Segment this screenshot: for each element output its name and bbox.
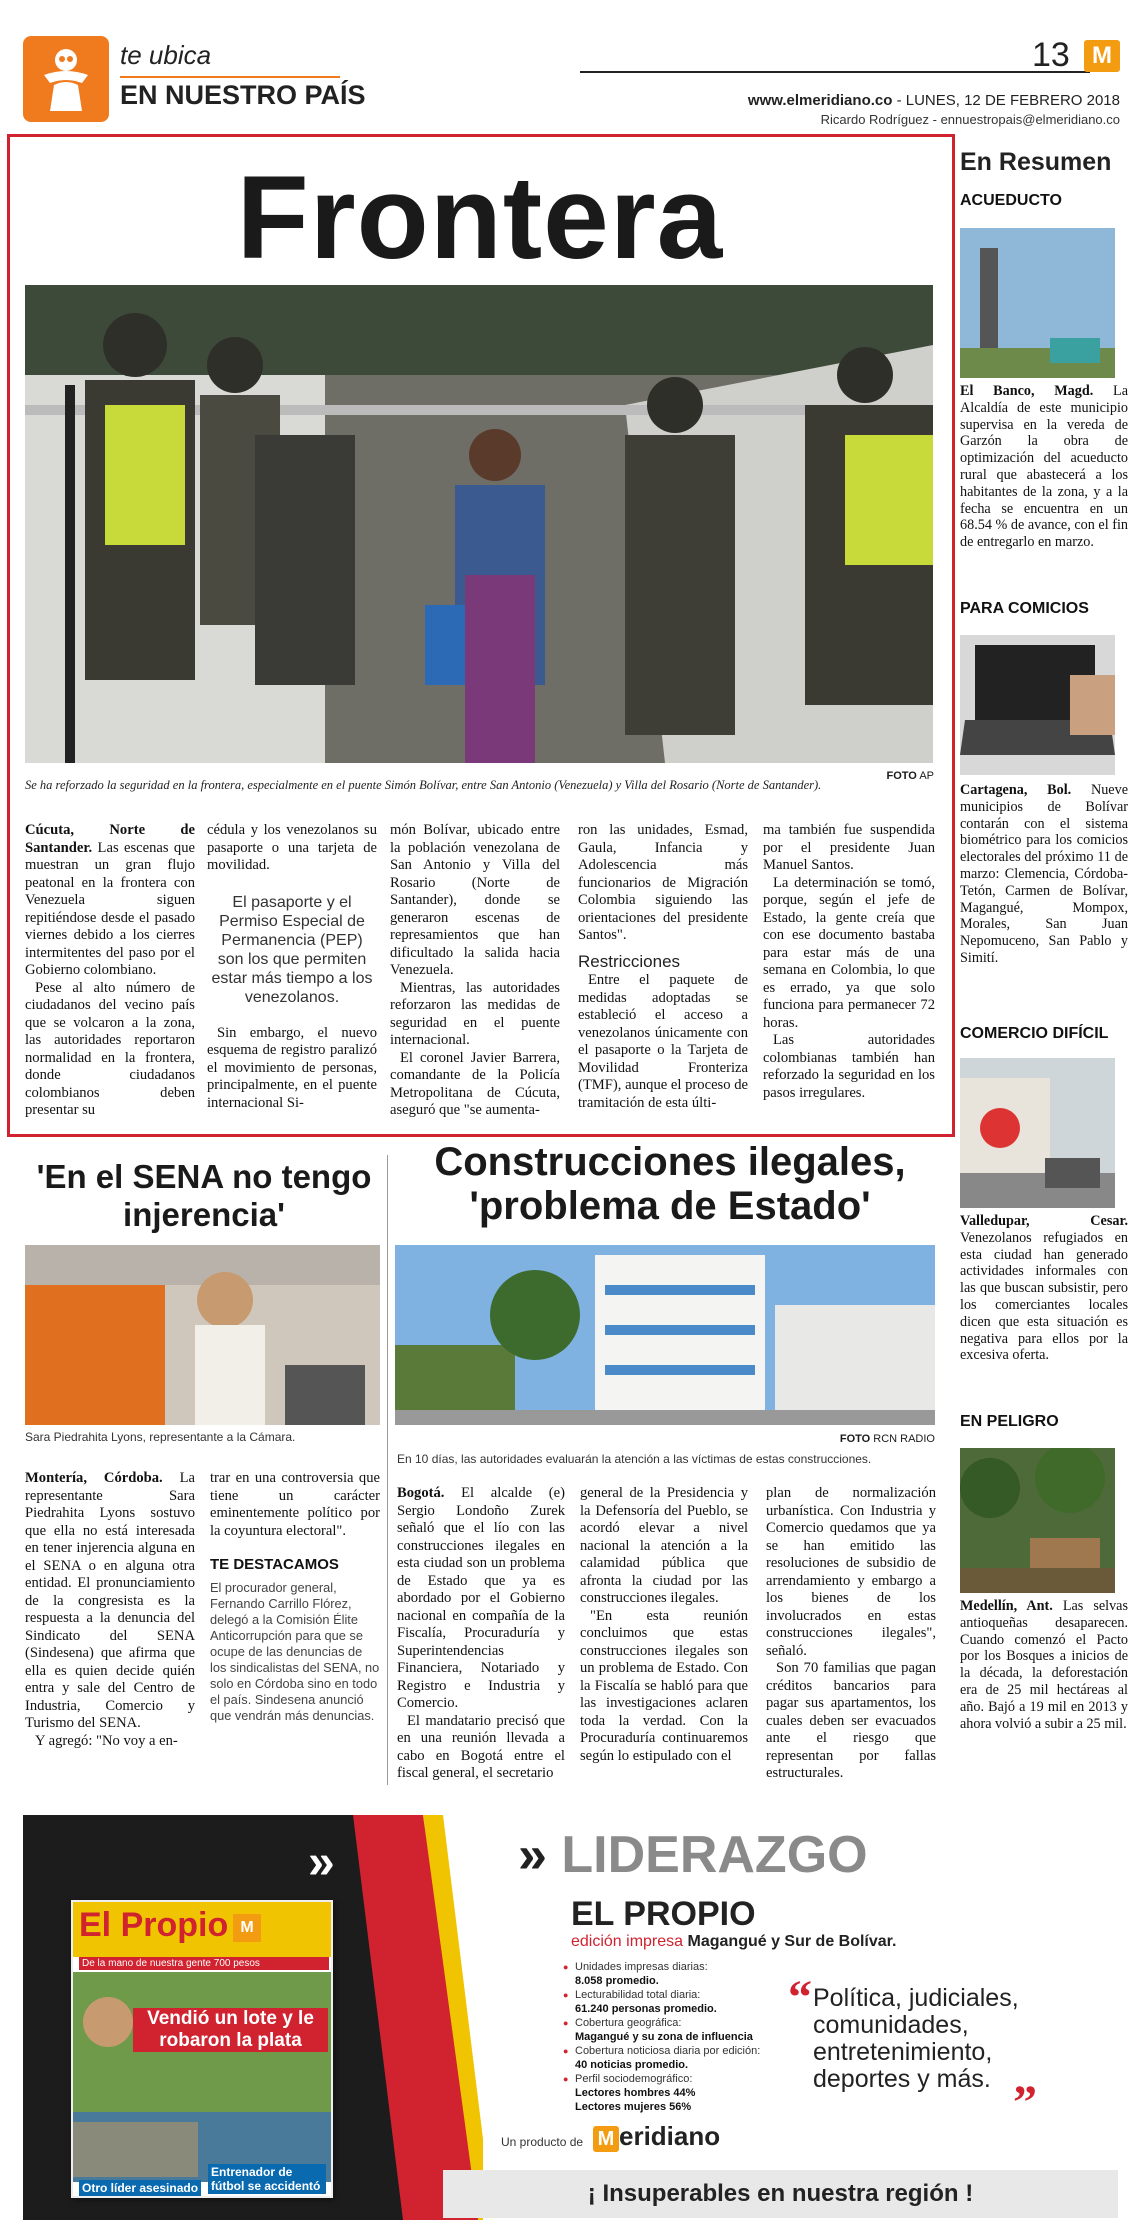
building-photo xyxy=(395,1245,935,1425)
brand-logo: M xyxy=(1084,40,1120,72)
article-column-2: cédula y los venezolanos su pasaporte o una tarjeta de movilidad. El pasaporte y el Permiso Especial de Permanencia (PEP) son los que permiten estar más tiempo a los venezolanos. Sin embargo, el nuevo esquema de registro paralizó el movimiento de personas, principalmente, en el puente internacional Si- xyxy=(207,822,377,1111)
sidebar-head-peligro: EN PELIGRO xyxy=(960,1413,1059,1430)
sidebar-photo-comercio xyxy=(960,1058,1115,1208)
highlight-heading: TE DESTACAMOS xyxy=(210,1556,339,1573)
quote-open-icon: “ xyxy=(788,1971,812,2024)
construcciones-column-2: general de la Presidencia y la Defensoría del Pueblo, se acordó elevar a nivel nacional la atención a la calamidad pública que afronta la ciudad por las construcciones ilegales. "En esta reunión concluimos que estas construcciones ilegales son un problema de Estado. Con la Fiscalía se habló para que las investigaciones aclaren toda la verdad. Con la Procuraduría continuaremos según lo estipulado con el xyxy=(580,1485,748,1764)
stat-item: ● Unidades impresas diarias: 8.058 promedio. xyxy=(563,1960,783,1988)
ad-stats-list xyxy=(563,1960,783,2114)
advertisement[interactable] xyxy=(23,1815,1118,2220)
construcciones-column-3: plan de normalización urbanística. Con Industria y Comercio quedamos que ya se han emitido las resoluciones de subsidio de arrendamiento y embargo a los bienes de los involucrados en estas construcciones ilegales", señaló. Son 70 familias que pagan créditos bancarios para pagar sus apartamentos, los cuales deben ser evacuados ante el riesgo que representan por fallas estructurales. xyxy=(766,1485,936,1781)
stat-item: ● Cobertura noticiosa diaria por edición: 40 noticias promedio. xyxy=(563,2044,783,2072)
ad-title: » LIDERAZGO xyxy=(518,1826,868,1884)
cover-headline: Vendió un lote y le robaron la plata xyxy=(133,2008,328,2052)
cover-name: El Propio xyxy=(79,1906,229,1944)
construcciones-caption: En 10 días, las autoridades evaluarán la atención a las víctimas de estas construcciones. xyxy=(397,1452,872,1466)
water-tower-illustration xyxy=(960,228,1115,378)
header-dateline xyxy=(620,92,1120,109)
column-divider xyxy=(387,1155,388,1785)
laptop-illustration xyxy=(960,635,1115,775)
sidebar-photo-comicios xyxy=(960,635,1115,775)
photo-credit: FOTO AP xyxy=(886,770,934,782)
street-illustration xyxy=(960,1058,1115,1208)
kicker-underline xyxy=(120,76,340,78)
sidebar-text-acueducto: El Banco, Magd. La Alcaldía de este municipio supervisa en la vereda de Garzón la obra de optimización del acueducto rural que abastecerá a los habitantes de la zona, y a la fecha se encuentra en un 68.54 % de avance, con el fin de entregarlo en marzo. xyxy=(960,383,1128,551)
sidebar-head-acueducto: ACUEDUCTO xyxy=(960,192,1062,209)
sidebar-head-comicios: PARA COMICIOS xyxy=(960,600,1089,617)
article-column-5: ma también fue suspendida por el presidente Juan Manuel Santos. La determinación se tomó, porque, según el jefe de Estado, la gente creía que con ese documento bastaba para estar más de una semana en Colombia, lo que es errado, ya que solo funciona para permanecer 72 horas. Las autoridades colombianas también han reforzado la seguridad en los pasos irregulares. xyxy=(763,822,935,1101)
issue-date: - LUNES, 12 DE FEBRERO 2018 xyxy=(892,92,1120,109)
meridiano-logo[interactable]: M eridiano xyxy=(593,2121,720,2152)
pull-quote: El pasaporte y el Permiso Especial de Permanencia (PEP) son los que permiten estar más tiempo a los venezolanos. xyxy=(211,893,373,1006)
section-logo xyxy=(23,36,109,122)
ad-quote: Política, judiciales, comunidades, entretenimiento, deportes y más. xyxy=(813,1984,1019,2093)
sena-photo xyxy=(25,1245,380,1425)
chevron-icon: » xyxy=(308,1836,335,1889)
cover-tagline: De la mano de nuestra gente 700 pesos xyxy=(79,1957,329,1970)
subheading: Restricciones xyxy=(578,951,681,971)
highlight-text: El procurador general, Fernando Carrillo Flórez, delegó a la Comisión Élite Anticorrupción para que se ocupe de las denuncias de los sindicalistas del SENA, no solo en Córdoba sino en todo el país. Sindesena anunció que vendrán más denuncias. xyxy=(210,1579,380,1723)
photo-caption: Se ha reforzado la seguridad en la frontera, especialmente en el puente Simón Bolívar, entre San Antonio (Venezuela) y Villa del Rosario (Norte de Santander). xyxy=(25,778,822,792)
stat-item: ● Lecturabilidad total diaria: 61.240 personas promedio. xyxy=(563,1988,783,2016)
photo-illustration xyxy=(25,285,933,763)
quote-close-icon: ” xyxy=(1013,2076,1037,2129)
photo-credit: FOTO RCN RADIO xyxy=(839,1433,935,1445)
ad-edition: edición impresa Magangué y Sur de Bolívar. xyxy=(571,1933,897,1950)
main-headline: Frontera xyxy=(236,152,724,284)
building-illustration xyxy=(395,1245,935,1425)
sidebar-text-comercio: Valledupar, Cesar. Venezolanos refugiados en esta ciudad han generado actividades informales con las que buscan subsistir, pero los comerciantes locales dicen que esta situación es negativa para ellos por la excesiva oferta. xyxy=(960,1213,1128,1364)
cover-story-1: Otro líder asesinado xyxy=(79,2180,201,2196)
sidebar-photo-acueducto xyxy=(960,228,1115,378)
dateline: Cúcuta, Norte de Santander. xyxy=(25,822,195,856)
construcciones-column-1: Bogotá. El alcalde (e) Sergio Londoño Zurek señaló que el lío con las construcciones ilegales en esta ciudad son un problema de Estado que ya es abordado por el Gobierno nacional en compañía de la Fiscalía, Procuraduría y Superintendencias Financiera, Notariado y Registro e Industria y Comercio. El mandatario precisó que en una reunión llevada a cabo en Bogotá entre el fiscal general, el secretario xyxy=(397,1485,565,1781)
ad-product-of: Un producto de xyxy=(501,2135,584,2149)
sidebar-head-comercio: COMERCIO DIFÍCIL xyxy=(960,1025,1109,1042)
sena-caption: Sara Piedrahita Lyons, representante a la Cámara. xyxy=(25,1430,296,1444)
page-number: 13 xyxy=(1032,36,1070,74)
site-url[interactable]: www.elmeridiano.co xyxy=(747,92,893,109)
article-column-3: món Bolívar, ubicado entre la población venezolana de San Antonio y Villa del Rosario (Norte de Santander), donde se generaron escenas de represamientos que han dificultado la salida hacia Venezuela. Mientras, las autoridades reforzaron las medidas de seguridad en el puente internacional. El coronel Javier Barrera, comandante de la Policía Metropolitana de Cúcuta, aseguró que "se aumenta- xyxy=(390,822,560,1118)
sidebar-text-comicios: Cartagena, Bol. Nueve municipios de Bolívar contarán con el sistema biométrico para los comicios electorales del próximo 11 de marzo: Clemencia, Córdoba-Tetón, Carmen de Bolívar, Magangué, Mompox, Morales, San Juan Nepomuceno, San Pablo y Simití. xyxy=(960,782,1128,966)
sidebar-text-peligro: Medellín, Ant. Las selvas antioqueñas desaparecen. Cuando comenzó el Pacto por los Bosques a inicios de la década, la deforestación era de 25 mil hectáreas al año. Bajó a 19 mil en 2013 y ahora volvió a subir a 25 mil. xyxy=(960,1598,1128,1732)
section-title: EN NUESTRO PAÍS xyxy=(120,80,366,110)
cover-story-2: Entrenador de fútbol se accidentó xyxy=(208,2164,326,2194)
stat-item: ● Perfil sociodemográfico: Lectores hombres 44% Lectores mujeres 56% xyxy=(563,2072,783,2114)
sidebar-photo-peligro xyxy=(960,1448,1115,1593)
forest-illustration xyxy=(960,1448,1115,1593)
sidebar-title: En Resumen xyxy=(960,148,1112,176)
border-crossing-photo xyxy=(25,285,933,763)
sena-column-2: trar en una controversia que tiene un carácter eminentemente político por la coyuntura electoral". TE DESTACAMOS El procurador general, Fernando Carrillo Flórez, delegó a la Comisión Élite Anticorrupción para que se ocupe de las denuncias de los sindicalistas del SENA, no solo en Córdoba sino en todo el país. Sindesena anunció que vendrán más denuncias. xyxy=(210,1470,380,1723)
header-rule xyxy=(580,71,1090,73)
sena-headline: 'En el SENA no tengo injerencia' xyxy=(36,1158,372,1233)
article-column-1: Cúcuta, Norte de Santander. Las escenas que muestran un gran flujo peatonal en la frontera con Venezuela siguen repitiéndose desde el pasado viernes debido a los cierres intermitentes del paso por el Gobierno colombiano. Pese al alto número de ciudadanos del vecino país que se volcaron a la zona, las autoridades reportaron normalidad en la frontera, donde ciudadanos colombianos deben presentar su xyxy=(25,822,195,1118)
construcciones-headline: Construcciones ilegales, 'problema de Estado' xyxy=(434,1140,906,1228)
ad-product-name: EL PROPIO xyxy=(571,1895,756,1933)
newspaper-cover[interactable] xyxy=(71,1900,333,2198)
author-line: Ricardo Rodríguez - ennuestropais@elmeridiano.co xyxy=(820,112,1120,127)
ad-slogan: ¡ Insuperables en nuestra región ! xyxy=(443,2170,1118,2218)
interview-illustration xyxy=(25,1245,380,1425)
article-column-4: ron las unidades, Esmad, Gaula, Infancia y Adolescencia más funcionarios de Migración Colombia siguiendo las orientaciones del presidente Santos". Restricciones Entre el paquete de medidas adoptadas se estableció el acceso a venezolanos únicamente con el pasaporte o la Tarjeta de Movilidad Fronteriza (TMF), aunque el proceso de tramitación de esta últi- xyxy=(578,822,748,1111)
sena-column-1: Montería, Córdoba. La representante Sara Piedrahita Lyons sostuvo que ella no está interesada en tener injerencia alguna en el SENA o en alguna otra entidad. El pronunciamiento de la congresista es la respuesta a la denuncia del Sindicato del SENA (Sindesena) que afirma que ella es quien decide quién entra y sale del Centro de Industria, Comercio y Turismo del SENA. Y agregó: "No voy a en- xyxy=(25,1470,195,1749)
cover-brand-m: M xyxy=(233,1914,261,1942)
section-kicker: te ubica xyxy=(120,40,212,70)
stat-item: ● Cobertura geográfica: Magangué y su zona de influencia xyxy=(563,2016,783,2044)
person-icon xyxy=(36,45,96,115)
